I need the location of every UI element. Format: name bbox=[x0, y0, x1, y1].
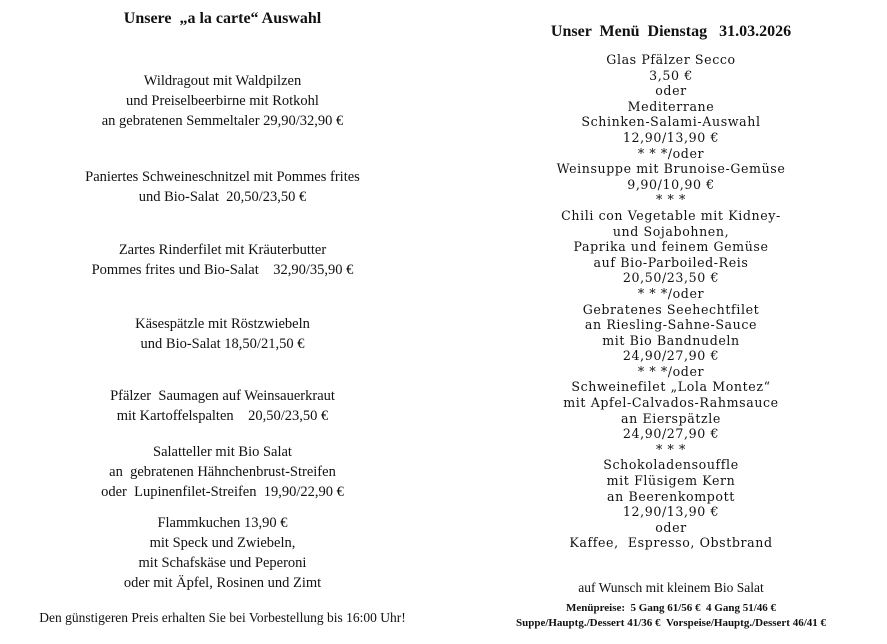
menu-line: Weinsuppe mit Brunoise-Gemüse bbox=[556, 161, 786, 177]
menu-line: 20,50/23,50 € bbox=[622, 270, 720, 286]
menu-line: an Eierspätzle bbox=[621, 410, 721, 426]
menu-line: oder bbox=[655, 83, 687, 99]
a-la-carte-heading: Unsere „a la carte“ Auswahl bbox=[123, 10, 322, 27]
dish-line: Pfälzer Saumagen auf Weinsauerkraut bbox=[110, 388, 335, 404]
dish-line: Wildragout mit Waldpilzen bbox=[143, 73, 302, 89]
menu-line: Glas Pfälzer Secco bbox=[606, 52, 736, 67]
dish-line: und Bio-Salat 20,50/23,50 € bbox=[138, 189, 307, 205]
menu-line: 24,90/27,90 € bbox=[622, 426, 720, 442]
menu-line: Schinken-Salami-Auswahl bbox=[581, 114, 761, 130]
dish-line: Salatteller mit Bio Salat bbox=[153, 444, 292, 460]
dish-line: Käsespätzle mit Röstzwiebeln bbox=[135, 316, 310, 332]
menu-line: an Riesling-Sahne-Sauce bbox=[584, 317, 758, 333]
menu-line: und Sojabohnen, bbox=[612, 223, 730, 239]
dish-line: Zartes Rinderfilet mit Kräuterbutter bbox=[118, 242, 327, 258]
menu-line: * * */oder bbox=[637, 145, 705, 161]
dish-kaesespaetzle bbox=[0, 314, 445, 354]
dish-line: mit Kartoffelspalten 20,50/23,50 € bbox=[116, 408, 329, 424]
dish-line: oder Lupinenfilet-Streifen 19,90/22,90 € bbox=[101, 484, 344, 500]
menu-line: 9,90/10,90 € bbox=[627, 176, 715, 192]
menu-line: Gebratenes Seehechtfilet bbox=[582, 301, 760, 317]
menu-line: Paprika und feinem Gemüse bbox=[573, 239, 769, 255]
menu-line: * * * bbox=[656, 192, 686, 208]
menu-line: Mediterrane bbox=[627, 98, 715, 114]
menu-line: mit Apfel-Calvados-Rahmsauce bbox=[563, 395, 779, 411]
dish-line: Paniertes Schweineschnitzel mit Pommes frites bbox=[85, 169, 360, 185]
menu-line: Chili con Vegetable mit Kidney- bbox=[561, 207, 781, 223]
dish-flammkuchen bbox=[0, 513, 445, 593]
preorder-footnote: Den günstigeren Preis erhalten Sie bei Vorbestellung bis 16:00 Uhr! bbox=[39, 610, 406, 625]
menu-line: oder bbox=[655, 519, 687, 535]
daily-menu-heading: Unser Menü Dienstag 31.03.2026 bbox=[550, 23, 792, 40]
menu-line: 12,90/13,90 € bbox=[622, 129, 720, 145]
daily-menu-courses bbox=[455, 52, 887, 551]
menu-line: 3,50 € bbox=[649, 67, 693, 83]
menu-line: mit Bio Bandnudeln bbox=[602, 332, 740, 348]
dish-schweineschnitzel bbox=[0, 167, 445, 207]
dish-line: Flammkuchen 13,90 € bbox=[157, 515, 288, 531]
price-line: Menüpreise: 5 Gang 61/56 € 4 Gang 51/46 € bbox=[565, 602, 777, 614]
dish-line: und Preiselbeerbirne mit Rotkohl bbox=[126, 93, 319, 109]
menu-line: mit Flüsigem Kern bbox=[606, 473, 736, 489]
menu-line: an Beerenkompott bbox=[607, 488, 735, 504]
menu-line: * * * bbox=[656, 441, 686, 457]
menu-line: 24,90/27,90 € bbox=[622, 348, 720, 364]
menu-line: * * */oder bbox=[637, 285, 705, 301]
dish-line: Pommes frites und Bio-Salat 32,90/35,90 € bbox=[91, 262, 354, 278]
dish-salatteller bbox=[0, 442, 445, 502]
dish-wildragout bbox=[0, 71, 445, 131]
dish-rinderfilet bbox=[0, 240, 445, 280]
menu-line: * * */oder bbox=[637, 363, 705, 379]
dish-line: mit Schafskäse und Peperoni bbox=[138, 555, 307, 571]
menu-line: auf Bio-Parboiled-Reis bbox=[593, 254, 749, 270]
price-line: Suppe/Hauptg./Dessert 41/36 € Vorspeise/Hauptg./Dessert 46/41 € bbox=[515, 617, 827, 629]
menu-line: Kaffee, Espresso, Obstbrand bbox=[569, 535, 773, 551]
dish-saumagen bbox=[0, 386, 445, 426]
menu-prices bbox=[455, 601, 887, 631]
menu-line: 12,90/13,90 € bbox=[622, 504, 720, 520]
menu-line: Schokoladensouffle bbox=[603, 457, 739, 473]
dish-line: an gebratenen Hähnchenbrust-Streifen bbox=[109, 464, 336, 480]
salad-note: auf Wunsch mit kleinem Bio Salat bbox=[578, 580, 764, 595]
dish-line: an gebratenen Semmeltaler 29,90/32,90 € bbox=[101, 113, 344, 129]
dish-line: mit Speck und Zwiebeln, bbox=[149, 535, 296, 551]
dish-line: und Bio-Salat 18,50/21,50 € bbox=[140, 336, 305, 352]
menu-line: Schweinefilet „Lola Montez“ bbox=[571, 379, 771, 395]
dish-line: oder mit Äpfel, Rosinen und Zimt bbox=[123, 575, 322, 591]
